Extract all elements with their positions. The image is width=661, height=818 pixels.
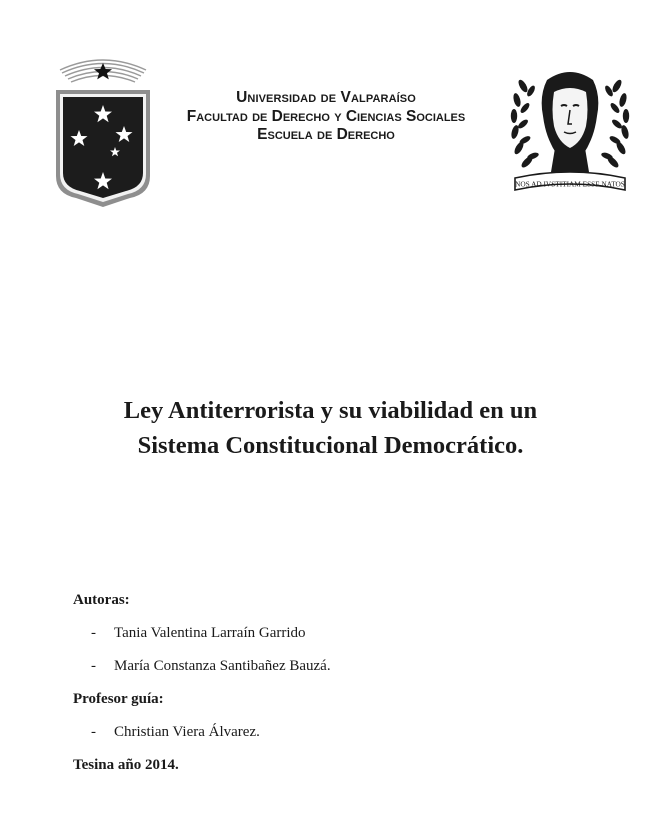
advisor-name: Christian Viera Álvarez. bbox=[114, 724, 260, 740]
list-dash: - bbox=[91, 724, 96, 740]
seal-motto: NOS AD IVSTITIAM ESSE NATOS bbox=[515, 179, 625, 189]
crest-star-icon bbox=[94, 63, 112, 79]
thesis-title bbox=[40, 393, 621, 463]
thesis-year: Tesina año 2014. bbox=[73, 757, 179, 773]
title-line-2: Sistema Constitucional Democrático. bbox=[137, 432, 524, 459]
author-item bbox=[91, 625, 306, 642]
authors-label: Autoras: bbox=[73, 592, 130, 608]
university-shield-logo bbox=[52, 56, 154, 208]
title-line-1: Ley Antiterrorista y su viabilidad en un bbox=[123, 397, 538, 424]
advisor-label: Profesor guía: bbox=[73, 691, 164, 707]
university-name: Universidad de Valparaíso bbox=[236, 89, 416, 106]
school-name: Escuela de Derecho bbox=[257, 126, 395, 143]
classical-head-icon bbox=[542, 72, 599, 172]
author-item bbox=[91, 658, 331, 675]
author-name: Tania Valentina Larraín Garrido bbox=[114, 625, 306, 641]
institution-header bbox=[160, 89, 492, 145]
advisor-item bbox=[91, 724, 260, 741]
author-name: María Constanza Santibañez Bauzá. bbox=[114, 658, 331, 674]
list-dash: - bbox=[91, 658, 96, 674]
list-dash: - bbox=[91, 625, 96, 641]
law-school-seal-logo bbox=[509, 66, 631, 198]
faculty-name: Facultad de Derecho y Ciencias Sociales bbox=[186, 107, 466, 125]
